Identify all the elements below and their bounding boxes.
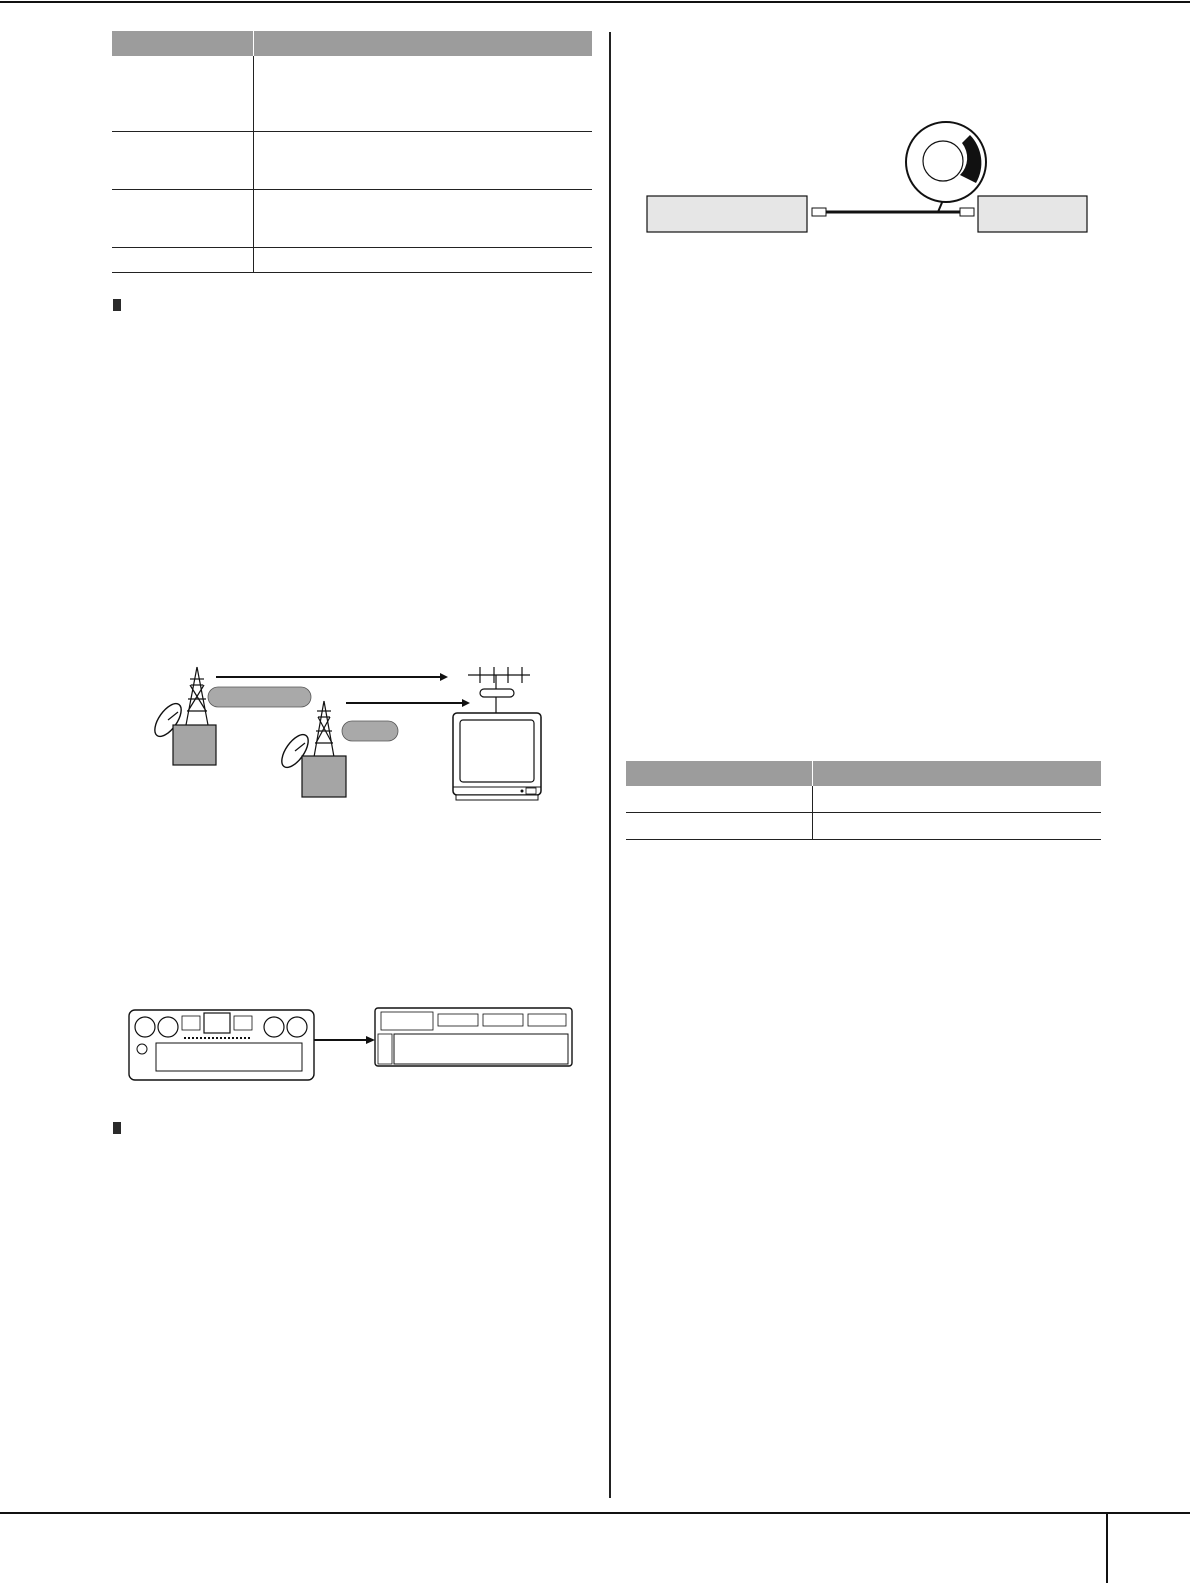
table-row	[626, 813, 1101, 840]
table-header-cell	[813, 761, 1102, 786]
table-row	[112, 132, 592, 190]
note-badge	[113, 1115, 121, 1134]
table-cell	[112, 56, 254, 132]
frequency-pill	[208, 687, 311, 707]
tv-tower-icon	[186, 667, 208, 725]
table-header-row	[112, 31, 592, 56]
table-cell	[112, 248, 254, 273]
top-rule	[0, 1, 1190, 3]
table-cell	[254, 190, 593, 248]
table-cell	[813, 813, 1102, 840]
connection-arrow	[314, 1036, 375, 1044]
table-cell	[112, 132, 254, 190]
table-row	[626, 786, 1101, 813]
tv-tower-icon	[314, 701, 334, 757]
station-box	[302, 756, 346, 797]
keyboard-instrument-icon	[129, 1010, 314, 1080]
footer-divider	[1106, 1514, 1108, 1583]
table-cell	[254, 56, 593, 132]
midi-connector-icon	[906, 122, 986, 202]
table-cell	[254, 248, 593, 273]
midi-channel-diagram	[640, 115, 1095, 427]
footer-rule	[0, 1512, 1190, 1514]
note-badge	[113, 292, 121, 311]
table-header-cell	[626, 761, 813, 786]
signal-arrow	[216, 673, 448, 681]
station-box	[173, 725, 216, 765]
signal-arrow	[346, 699, 470, 707]
keyboard-connection-figure	[128, 1006, 578, 1086]
antenna-icon	[468, 667, 530, 713]
column-divider	[609, 32, 611, 1498]
broadcast-figure	[150, 665, 560, 810]
table-cell	[626, 813, 813, 840]
table-cell	[813, 786, 1102, 813]
table-header-cell	[112, 31, 254, 56]
frequency-pill	[342, 721, 398, 741]
table-cell	[112, 190, 254, 248]
table-cell	[626, 786, 813, 813]
table-cell	[254, 132, 593, 190]
parameter-table	[112, 31, 592, 273]
source-header-box	[647, 196, 807, 232]
table-row	[112, 190, 592, 248]
table-header-cell	[254, 31, 593, 56]
table-row	[112, 56, 592, 132]
table-row	[112, 248, 592, 273]
table-header-row	[626, 761, 1101, 786]
target-header-box	[978, 196, 1087, 232]
summary-table	[626, 761, 1101, 840]
television-icon	[453, 713, 541, 800]
synthesizer-icon	[375, 1008, 572, 1066]
